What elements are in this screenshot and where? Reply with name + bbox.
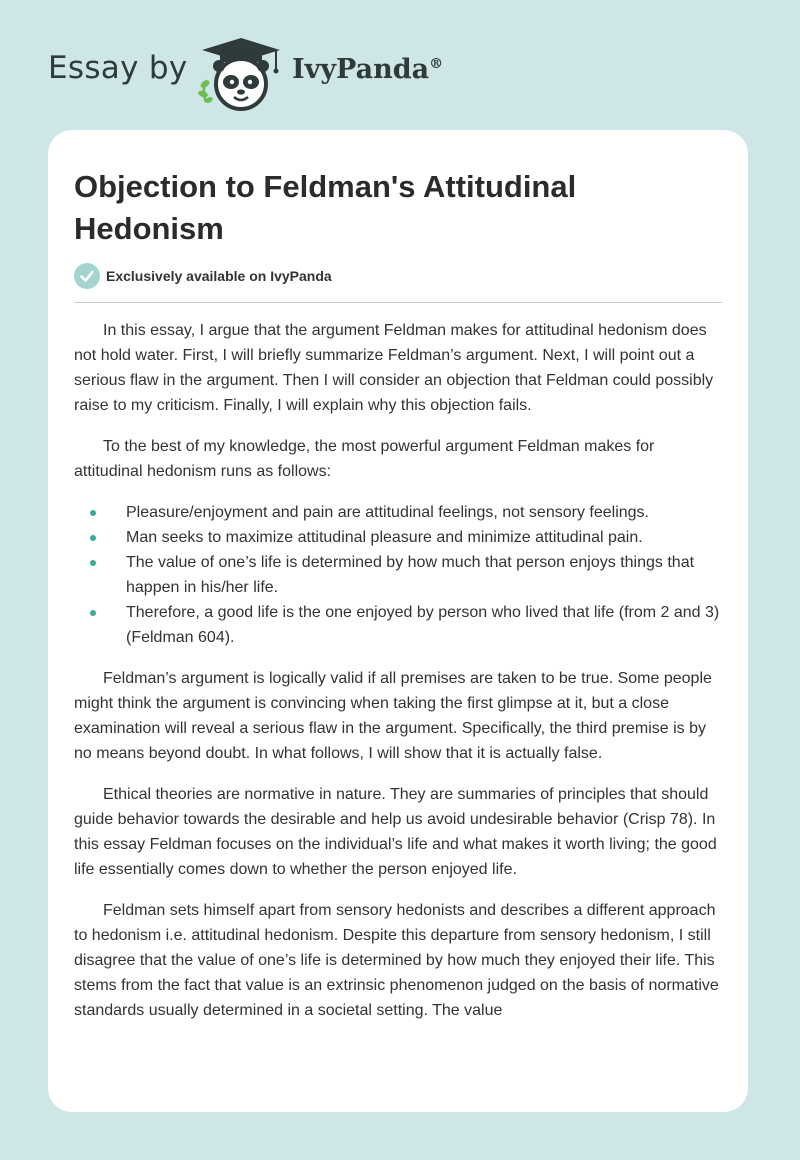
registered-mark: ®	[429, 56, 444, 72]
list-item	[74, 525, 722, 550]
paragraph: Feldman sets himself apart from sensory hedonists and describes a different approach to hedonism i.e. attitudinal hedonism. Despite this departure from sensory hedonism, I still disagree that the value of one’s life is determined by how much they enjoyed their life. This stems from the fact that value is an extrinsic phenomenon judged on the basis of normative standards usually determined in a societal setting. The value	[74, 902, 719, 1019]
list-item-text: The value of one’s life is determined by how much that person enjoys things that happen in his/her life.	[126, 554, 695, 596]
brand-prefix: Essay by	[48, 50, 188, 86]
paragraph: To the best of my knowledge, the most powerful argument Feldman makes for attitudinal hedonism runs as follows:	[74, 438, 655, 480]
bullet-dot-icon	[90, 510, 96, 516]
exclusive-label: Exclusively available on IvyPanda	[106, 268, 332, 284]
check-circle-icon	[74, 263, 100, 289]
bullet-dot-icon	[90, 610, 96, 616]
divider	[74, 302, 722, 303]
bullet-dot-icon	[90, 560, 96, 566]
brand-name-text: IvyPanda	[292, 54, 430, 85]
premise-list	[74, 500, 722, 650]
paragraph: Ethical theories are normative in nature. They are summaries of principles that should guide behavior towards the desirable and help us avoid undesirable behavior (Crisp 78). In this essay Feldman focuses on the individual’s life and what makes it worth living; the good life essentially comes down to whether the person enjoyed life.	[74, 786, 717, 878]
essay-body	[74, 318, 722, 1039]
list-item	[74, 600, 722, 650]
paragraph: In this essay, I argue that the argument Feldman makes for attitudinal hedonism does not hold water. First, I will briefly summarize Feldman’s argument. Next, I will point out a serious flaw in the argument. Then I will consider an objection that Feldman could possibly raise to my criticism. Finally, I will explain why this objection fails.	[74, 322, 714, 414]
list-item-text: Therefore, a good life is the one enjoyed by person who lived that life (from 2 and 3) (Feldman 604).	[126, 604, 720, 646]
site-header	[48, 30, 748, 110]
list-item-text: Pleasure/enjoyment and pain are attitudinal feelings, not sensory feelings.	[126, 504, 649, 521]
list-item	[74, 500, 722, 525]
essay-card	[48, 130, 748, 1112]
list-item	[74, 550, 722, 600]
list-item-text: Man seeks to maximize attitudinal pleasure and minimize attitudinal pain.	[126, 529, 643, 546]
bullet-dot-icon	[90, 535, 96, 541]
brand-name	[292, 54, 443, 85]
paragraph: Feldman’s argument is logically valid if all premises are taken to be true. Some people might think the argument is convincing when taking the first glimpse at it, but a close examination will reveal a serious flaw in the argument. Specifically, the third premise is by no means beyond doubt. In what follows, I will show that it is actually false.	[74, 670, 712, 762]
page-title: Objection to Feldman's Attitudinal Hedonism	[74, 169, 577, 246]
panda-graduate-logo-icon[interactable]	[198, 36, 284, 112]
